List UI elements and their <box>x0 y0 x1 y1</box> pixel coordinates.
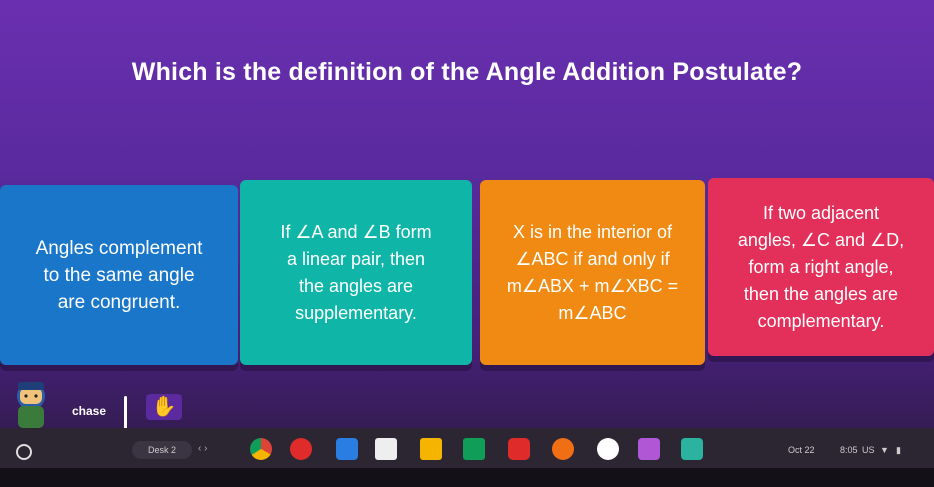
youtube-music-icon[interactable] <box>290 438 312 460</box>
player-avatar <box>6 374 56 430</box>
calendar-icon[interactable] <box>336 438 358 460</box>
tray-date[interactable]: Oct 22 <box>788 445 815 455</box>
sheets-icon[interactable] <box>463 438 485 460</box>
gmail-icon[interactable] <box>375 438 397 460</box>
wifi-icon[interactable]: ▼ <box>880 445 889 455</box>
player-divider <box>124 396 127 430</box>
answer-option-2[interactable] <box>240 180 472 365</box>
answer-option-1-text: Angles complement to the same angle are congruent. <box>35 237 203 313</box>
play-icon[interactable] <box>552 438 574 460</box>
answer-option-4[interactable] <box>708 178 934 356</box>
answer-option-4-text: If two adjacent angles, ∠C and ∠D, form a right angle, then the angles are complementary. <box>737 202 905 331</box>
launcher-icon[interactable] <box>16 444 32 460</box>
tray-time[interactable]: 8:05 <box>840 445 858 455</box>
answer-option-1[interactable] <box>0 185 238 365</box>
tray-locale[interactable]: US <box>862 445 875 455</box>
question-text: Which is the definition of the Angle Addition Postulate? <box>131 58 803 86</box>
youtube-icon[interactable] <box>508 438 530 460</box>
chrome-icon[interactable] <box>250 438 272 460</box>
screen-bezel <box>0 468 934 487</box>
raise-hand-button[interactable]: ✋ <box>146 394 182 420</box>
answer-option-3-text: X is in the interior of ∠ABC if and only if m∠ABX + m∠XBC = m∠ABC <box>506 221 679 323</box>
answer-option-3[interactable] <box>480 180 705 365</box>
battery-icon[interactable]: ▮ <box>896 445 901 455</box>
slides-icon[interactable] <box>638 438 660 460</box>
google-icon[interactable] <box>597 438 619 460</box>
player-name: chase <box>72 404 107 418</box>
classroom-icon[interactable] <box>420 438 442 460</box>
camera-icon[interactable] <box>681 438 703 460</box>
desk-switcher[interactable]: Desk 2 <box>132 441 192 459</box>
answer-option-2-text: If ∠A and ∠B form a linear pair, then the angles are supplementary. <box>280 221 432 323</box>
desk-nav-arrows[interactable]: ‹ › <box>198 443 208 454</box>
